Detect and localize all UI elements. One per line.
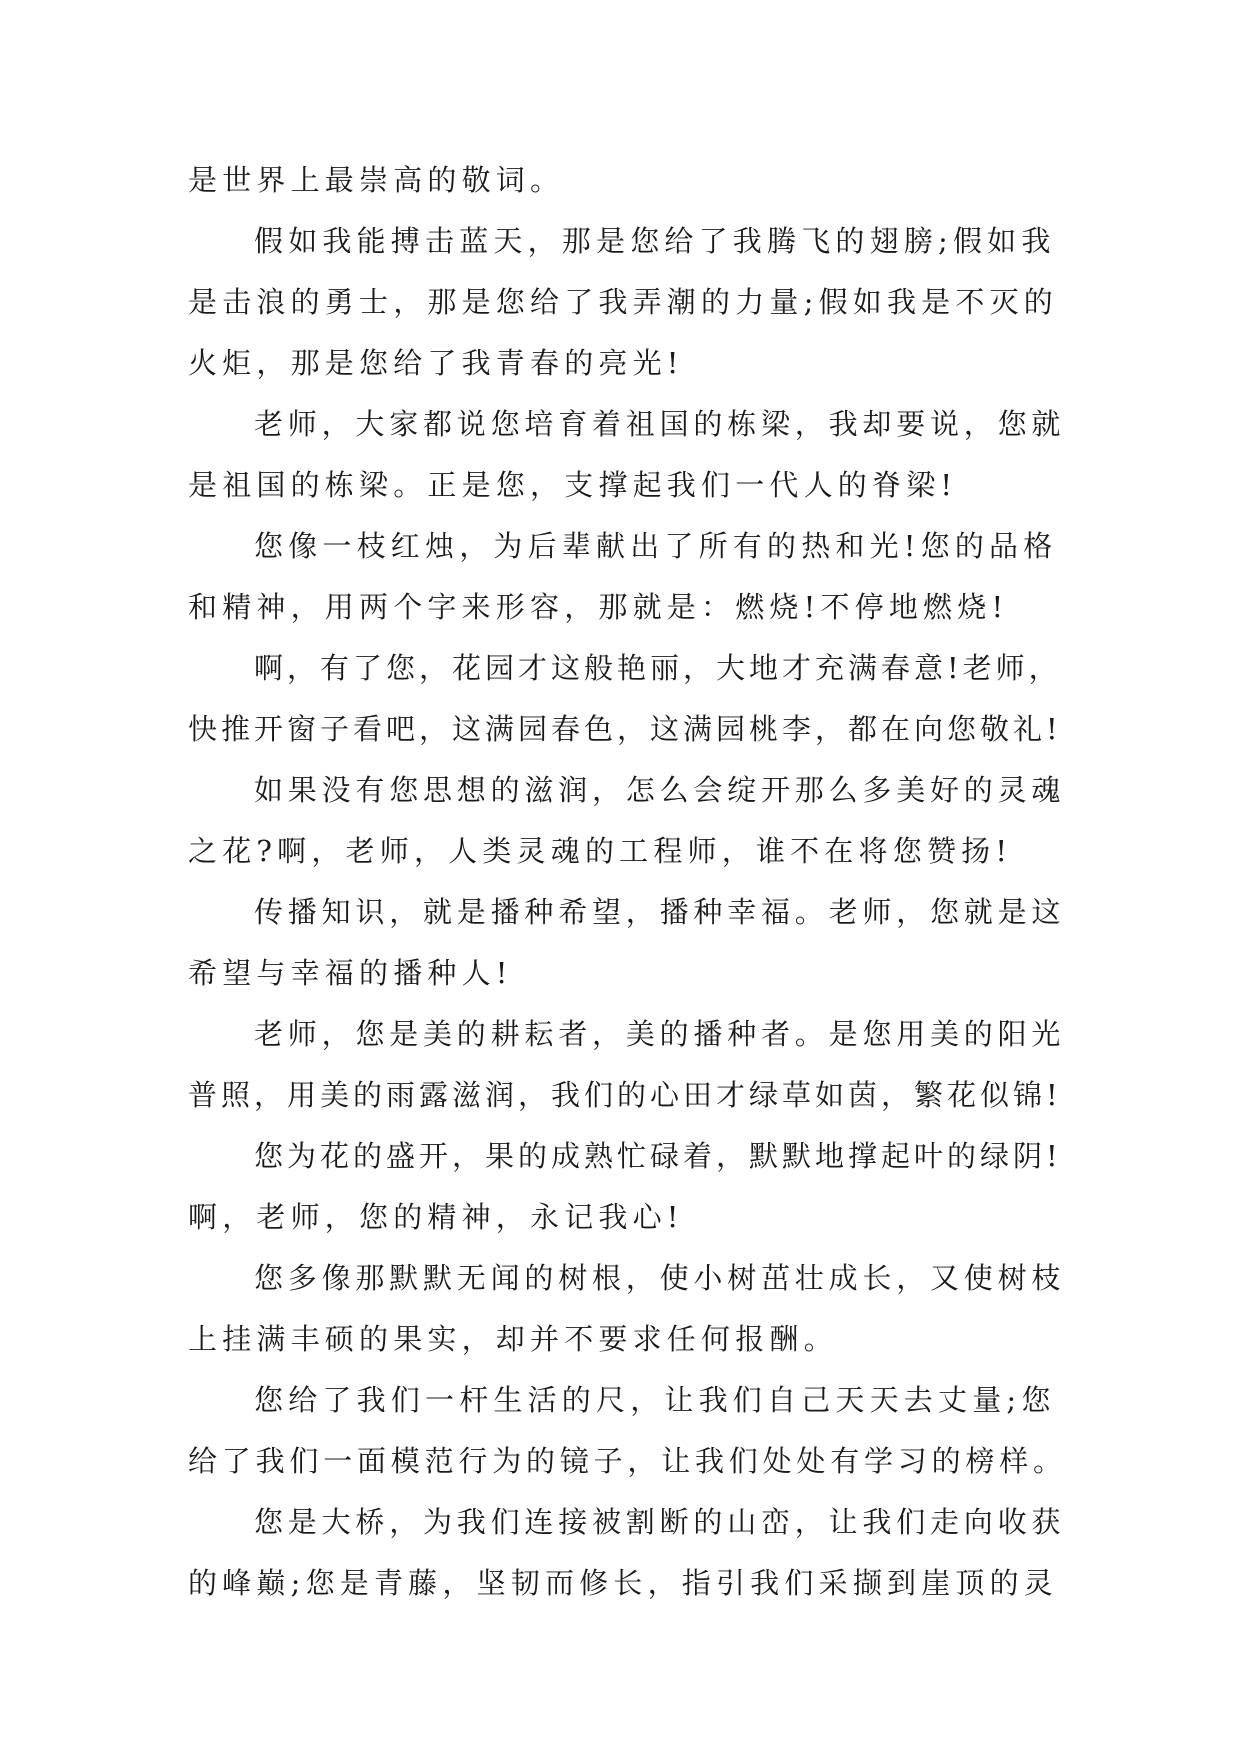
text-line: 是祖国的栋梁。正是您，支撑起我们一代人的脊梁! [188, 468, 958, 502]
text-line: 如果没有您思想的滋润，怎么会绽开那么多美好的灵魂 [254, 773, 1066, 807]
text-line: 您为花的盛开，果的成熟忙碌着，默默地撑起叶的绿阴! [254, 1139, 1062, 1173]
text-line: 假如我能搏击蓝天，那是您给了我腾飞的翅膀;假如我 [254, 224, 1056, 258]
text-line: 给了我们一面模范行为的镜子，让我们处处有学习的榜样。 [188, 1444, 1067, 1478]
text-line: 和精神，用两个字来形容，那就是：燃烧!不停地燃烧! [188, 590, 1009, 624]
text-line: 上挂满丰硕的果实，却并不要求任何报酬。 [188, 1322, 838, 1356]
text-line: 您给了我们一杆生活的尺，让我们自己天天去丈量;您 [254, 1383, 1056, 1417]
text-line: 之花?啊，老师，人类灵魂的工程师，谁不在将您赞扬! [188, 834, 1013, 868]
text-line: 啊，有了您，花园才这般艳丽，大地才充满春意!老师， [254, 651, 1062, 685]
text-line: 火炬，那是您给了我青春的亮光! [188, 346, 684, 380]
text-line: 啊，老师，您的精神，永记我心! [188, 1200, 684, 1234]
text-line: 是世界上最崇高的敬词。 [188, 163, 565, 197]
text-line: 老师，大家都说您培育着祖国的栋梁，我却要说，您就 [254, 407, 1066, 441]
text-line: 您多像那默默无闻的树根，使小树茁壮成长，又使树枝 [254, 1261, 1066, 1295]
text-line: 您是大桥，为我们连接被割断的山峦，让我们走向收获 [254, 1505, 1066, 1539]
text-line: 的峰巅;您是青藤，坚韧而修长，指引我们采撷到崖顶的灵 [188, 1566, 1058, 1600]
text-line: 是击浪的勇士，那是您给了我弄潮的力量;假如我是不灭的 [188, 285, 1058, 319]
text-line: 快推开窗子看吧，这满园春色，这满园桃李，都在向您敬礼! [188, 712, 1062, 746]
document-body [188, 150, 1068, 1614]
text-line: 传播知识，就是播种希望，播种幸福。老师，您就是这 [254, 895, 1066, 929]
text-line: 老师，您是美的耕耘者，美的播种者。是您用美的阳光 [254, 1017, 1066, 1051]
text-line: 您像一枝红烛，为后辈献出了所有的热和光!您的品格 [254, 529, 1058, 563]
text-line: 普照，用美的雨露滋润，我们的心田才绿草如茵，繁花似锦! [188, 1078, 1062, 1112]
text-line: 希望与幸福的播种人! [188, 956, 513, 990]
